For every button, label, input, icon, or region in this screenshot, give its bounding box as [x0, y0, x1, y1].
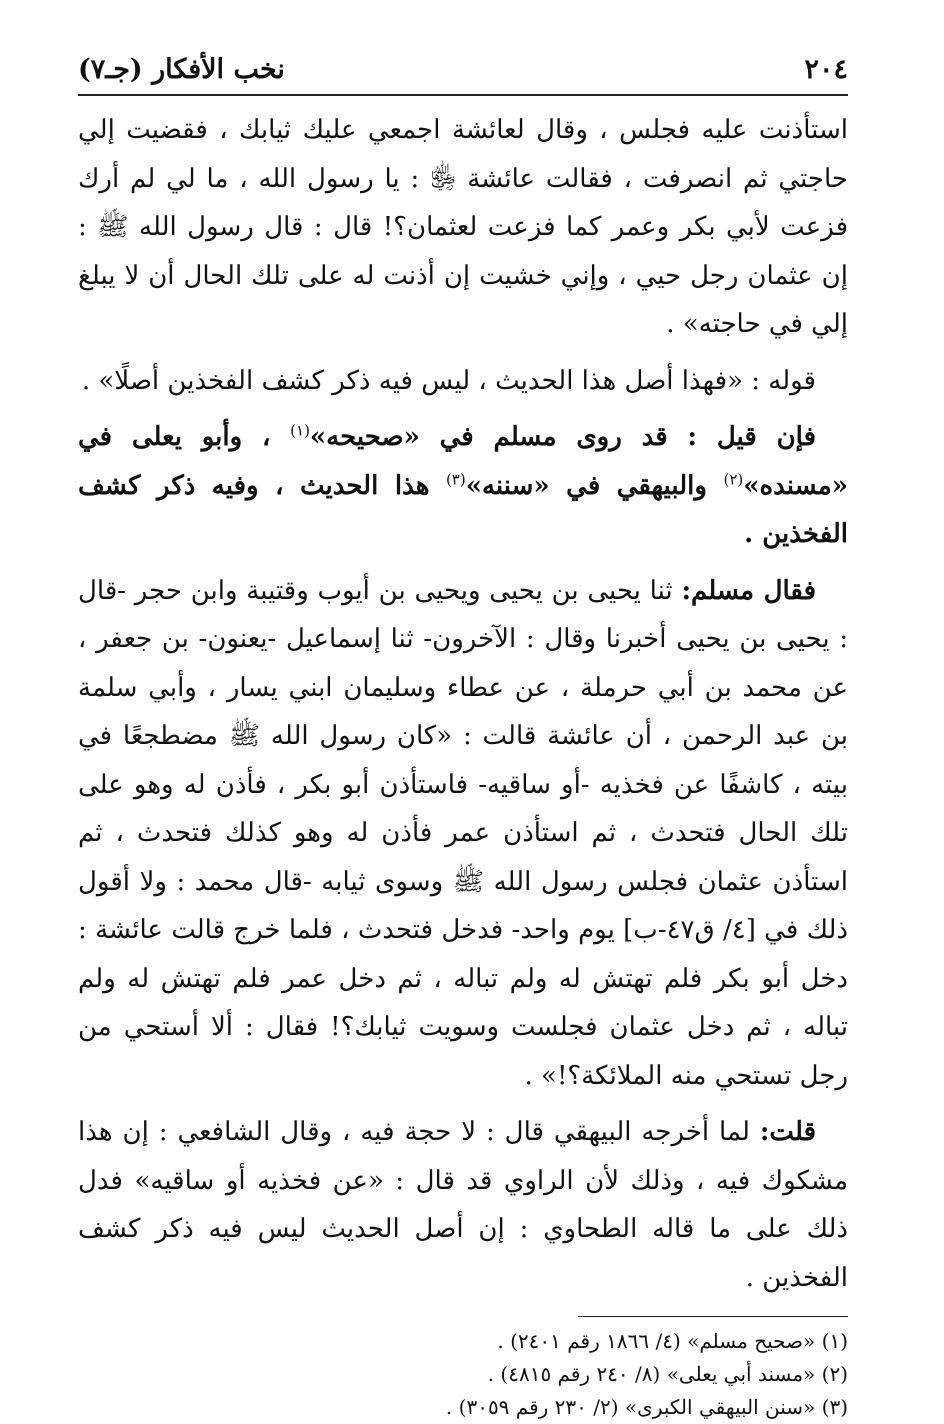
paragraph-hadith-end: استأذنت عليه فجلس ، وقال لعائشة اجمعي عليك ثيابك ، فقضيت إلي حاجتي ثم انصرفت ، فقالت عائشة ﵂ : يا رسول الله ، ما لي لم أرك فزعت لأبي بكر وعمر كما فزعت لعثمان؟! قال : قال رسول الله ﷺ : إن عثمان رجل حيي ، وإني خشيت إن أذنت له على تلك الحال أن لا يبلغ إلي في حاجته» .	[78, 115, 848, 339]
response-lead: قلت:	[759, 1117, 816, 1147]
paragraph-response	[78, 1108, 848, 1302]
response-text: لما أخرجه البيهقي قال : لا حجة فيه ، وقال الشافعي : إن هذا مشكوك فيه ، وذلك لأن الراوي قد قال : «عن فخذيه أو ساقيه» فدل ذلك على ما قاله الطحاوي : إن أصل الحديث ليس فيه ذكر كشف الفخذين .	[78, 1117, 849, 1293]
muslim-lead: فقال مسلم:	[681, 575, 817, 606]
footnote-1: (١) «صحيح مسلم» (٤/ ١٨٦٦ رقم ٢٤٠١) .	[497, 1329, 848, 1353]
page-header	[78, 52, 848, 92]
footnote-ref-1: (١)	[290, 421, 310, 440]
running-title: نخب الأفكار (جـ٧)	[78, 54, 285, 85]
footnote-3: (٣) «سنن البيهقي الكبرى» (٢/ ٢٣٠ رقم ٣٠٥٩) .	[445, 1395, 848, 1419]
paragraph-objection	[78, 413, 848, 559]
paragraph-quote: قوله : «فهذا أصل هذا الحديث ، ليس فيه ذكر كشف الفخذين أصلًا» .	[81, 365, 816, 396]
muslim-text: ثنا يحيى بن يحيى ويحيى بن أيوب وقتيبة وابن حجر -قال : يحيى بن يحيى أخبرنا وقال : الآخرون- ثنا إسماعيل -يعنون- بن جعفر ، عن محمد بن أبي حرملة ، عن عطاء وسليمان ابني يسار ، وأبي سلمة بن عبد الرحمن ، أن عائشة قالت : «كان رسول الله ﷺ مضطجعًا في بيته ، كاشفًا عن فخذيه -أو ساقيه- فاستأذن أبو بكر ، فأذن له وهو على تلك الحال فتحدث ، ثم استأذن عمر فأذن له وهو كذلك فتحدث ، ثم استأذن عثمان فجلس رسول الله ﷺ وسوى ثيابه -قال محمد : ولا أقول ذلك في [٤/ ق٤٧-ب] يوم واحد- فدخل فتحدث ، فلما خرج قالت عائشة : دخل أبو بكر فلم تهتش له ولم تباله ، ثم دخل عمر فلم تهتش له ولم تباله ، ثم دخل عثمان فجلست وسويت ثيابك؟! فقال : ألا أستحي من رجل تستحي منه الملائكة؟!» .	[78, 575, 848, 1091]
paragraph-muslim-narration	[78, 567, 848, 1101]
objection-text-2: ، وأبو يعلى في «مسنده»	[78, 422, 848, 501]
footnote-2: (٢) «مسند أبي يعلى» (٨/ ٢٤٠ رقم ٤٨١٥) .	[487, 1362, 848, 1386]
objection-text-4: هذا الحديث ، وفيه ذكر كشف الفخذين .	[78, 470, 848, 549]
objection-text-1: فإن قيل : قد روى مسلم في «صحيحه»	[309, 422, 817, 452]
footnotes	[78, 1325, 848, 1424]
footnote-ref-3: (٣)	[445, 469, 466, 488]
objection-text-3: والبيهقي في «سننه»	[465, 470, 724, 501]
page-number: ٢٠٤	[804, 54, 848, 85]
main-text	[78, 106, 848, 1302]
footnote-ref-2: (٢)	[723, 469, 744, 488]
header-divider	[78, 94, 848, 96]
footnote-divider	[578, 1316, 848, 1317]
